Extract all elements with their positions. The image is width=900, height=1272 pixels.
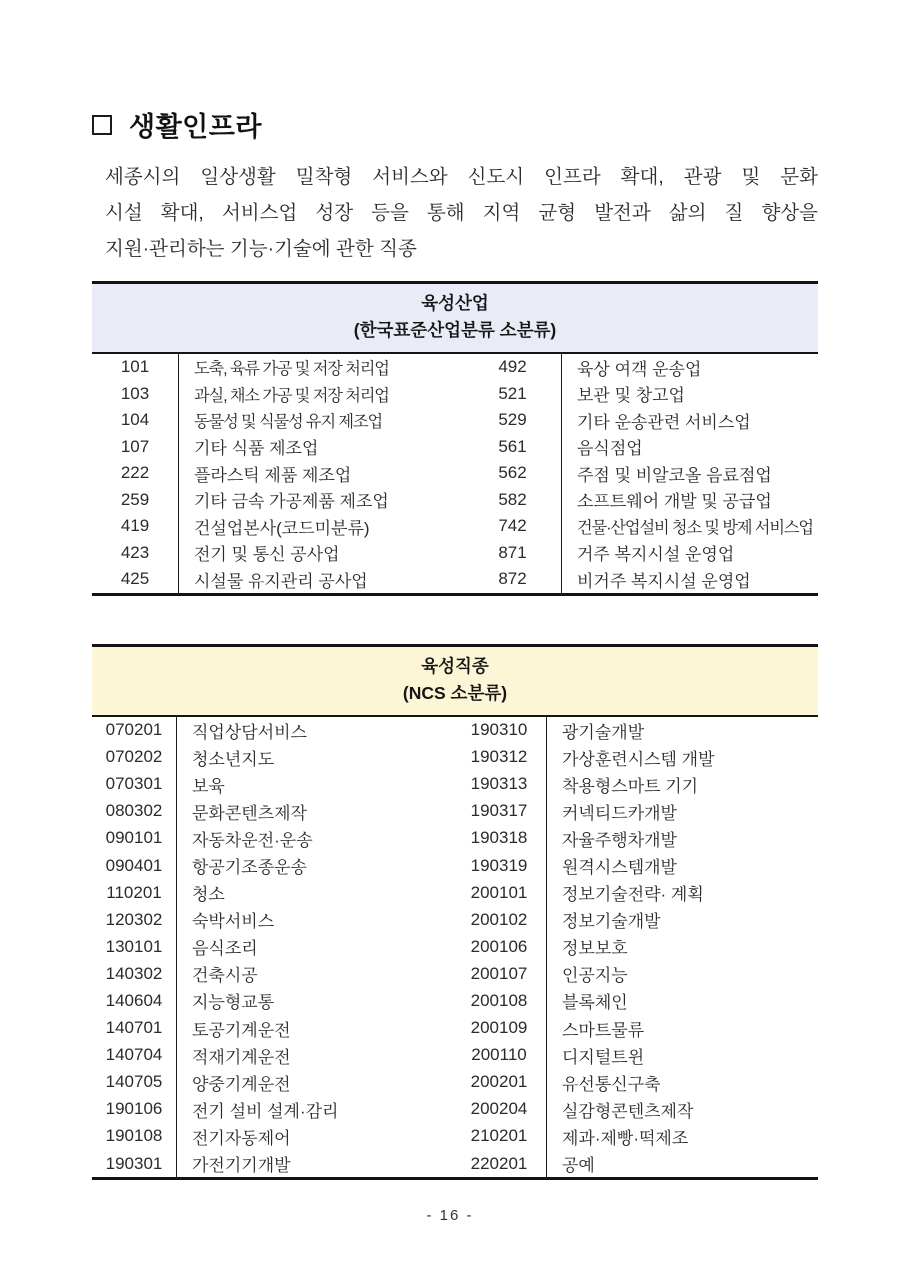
- code-cell: 200101: [452, 879, 547, 906]
- table-row: [92, 487, 818, 514]
- page-title: 생활인프라: [129, 111, 262, 142]
- code-cell: 104: [92, 407, 179, 434]
- code-cell: 521: [464, 381, 562, 408]
- name-cell: 건물·산업설비 청소 및 방제 서비스업: [577, 519, 813, 538]
- code-cell: 222: [92, 460, 179, 487]
- code-cell: 492: [464, 354, 562, 381]
- name-cell: 정보보호: [562, 939, 628, 959]
- code-cell: 742: [464, 513, 562, 540]
- code-cell: 140705: [92, 1069, 177, 1096]
- code-cell: 070201: [92, 717, 177, 744]
- code-cell: 090401: [92, 852, 177, 879]
- name-cell: 정보기술전략· 계획: [562, 885, 704, 905]
- code-cell: 210201: [452, 1123, 547, 1150]
- name-cell: 문화콘텐츠제작: [192, 803, 307, 823]
- code-cell: 190313: [452, 771, 547, 798]
- name-cell: 지능형교통: [192, 993, 275, 1013]
- intro-line: 지원·관리하는 기능·기술에 관한 직종: [105, 238, 417, 260]
- code-cell: 190106: [92, 1096, 177, 1123]
- code-cell: 110201: [92, 879, 177, 906]
- code-cell: 090101: [92, 825, 177, 852]
- code-cell: 130101: [92, 933, 177, 960]
- code-cell: 200108: [452, 987, 547, 1014]
- code-cell: 101: [92, 354, 179, 381]
- industry-table: [92, 281, 818, 596]
- name-cell: 항공기조종운송: [192, 858, 307, 878]
- name-cell: 소프트웨어 개발 및 공급업: [577, 492, 772, 512]
- table-row: [92, 717, 818, 744]
- name-cell: 스마트물류: [562, 1020, 645, 1040]
- table-row: [92, 987, 818, 1014]
- code-cell: 200107: [452, 960, 547, 987]
- code-cell: 562: [464, 460, 562, 487]
- name-cell: 실감형콘텐츠제작: [562, 1101, 694, 1121]
- code-cell: 872: [464, 566, 562, 593]
- name-cell: 가상훈련시스템 개발: [562, 749, 715, 769]
- code-cell: 529: [464, 407, 562, 434]
- code-cell: 419: [92, 513, 179, 540]
- table-row: [92, 906, 818, 933]
- table-row: [92, 1150, 818, 1177]
- name-cell: 광기술개발: [562, 722, 645, 742]
- code-cell: 200102: [452, 906, 547, 933]
- code-cell: 070202: [92, 744, 177, 771]
- name-cell: 직업상담서비스: [192, 722, 307, 742]
- name-cell: 주점 및 비알코올 음료점업: [577, 465, 772, 485]
- intro-line: 세종시의 일상생활 밀착형 서비스와 신도시 인프라 확대, 관광 및 문화: [105, 166, 818, 188]
- name-cell: 거주 복지시설 운영업: [577, 545, 735, 565]
- name-cell: 전기 및 통신 공사업: [194, 545, 340, 565]
- name-cell: 디지털트윈: [562, 1047, 645, 1067]
- intro-line: 시설 확대, 서비스업 성장 등을 통해 지역 균형 발전과 삶의 질 향상을: [105, 202, 818, 224]
- name-cell: 원격시스템개발: [562, 858, 677, 878]
- intro-paragraph: [105, 159, 818, 267]
- table-row: [92, 1015, 818, 1042]
- code-cell: 200110: [452, 1042, 547, 1069]
- name-cell: 육상 여객 운송업: [577, 359, 702, 379]
- industry-table-header: [92, 284, 818, 354]
- square-bullet-icon: [92, 115, 112, 135]
- table-row: [92, 771, 818, 798]
- name-cell: 도축, 육류 가공 및 저장 처리업: [194, 360, 389, 379]
- occupation-table-body: [92, 717, 818, 1178]
- name-cell: 착용형스마트 기기: [562, 776, 699, 796]
- occupation-table-title: 육성직종: [421, 655, 489, 676]
- name-cell: 플라스틱 제품 제조업: [194, 465, 352, 485]
- table-row: [92, 354, 818, 381]
- name-cell: 커넥티드카개발: [562, 803, 677, 823]
- code-cell: 200109: [452, 1015, 547, 1042]
- name-cell: 동물성 및 식물성 유지 제조업: [194, 413, 383, 432]
- name-cell: 전기자동제어: [192, 1128, 291, 1148]
- code-cell: 190108: [92, 1123, 177, 1150]
- name-cell: 양중기계운전: [192, 1074, 291, 1094]
- table-row: [92, 566, 818, 593]
- occupation-table-header: [92, 647, 818, 717]
- name-cell: 청소: [192, 885, 225, 905]
- name-cell: 공예: [562, 1156, 595, 1176]
- code-cell: 200201: [452, 1069, 547, 1096]
- table-row: [92, 879, 818, 906]
- code-cell: 259: [92, 487, 179, 514]
- name-cell: 과실, 채소 가공 및 저장 처리업: [194, 386, 389, 405]
- table-row: [92, 540, 818, 567]
- table-row: [92, 960, 818, 987]
- page-number: - 16 -: [426, 1207, 474, 1224]
- table-row: [92, 933, 818, 960]
- code-cell: 190319: [452, 852, 547, 879]
- code-cell: 140604: [92, 987, 177, 1014]
- name-cell: 전기 설비 설계·감리: [192, 1101, 339, 1121]
- name-cell: 시설물 유지관리 공사업: [194, 571, 368, 591]
- name-cell: 기타 금속 가공제품 제조업: [194, 492, 389, 512]
- name-cell: 음식조리: [192, 939, 258, 959]
- name-cell: 자율주행차개발: [562, 830, 677, 850]
- name-cell: 토공기계운전: [192, 1020, 291, 1040]
- code-cell: 200204: [452, 1096, 547, 1123]
- name-cell: 보관 및 창고업: [577, 386, 685, 406]
- code-cell: 140704: [92, 1042, 177, 1069]
- industry-table-title: 육성산업: [421, 293, 489, 313]
- table-row: [92, 1069, 818, 1096]
- table-row: [92, 513, 818, 540]
- name-cell: 인공지능: [562, 966, 628, 986]
- code-cell: 582: [464, 487, 562, 514]
- name-cell: 자동차운전·운송: [192, 830, 313, 850]
- code-cell: 140701: [92, 1015, 177, 1042]
- name-cell: 적재기계운전: [192, 1047, 291, 1067]
- table-row: [92, 798, 818, 825]
- occupation-table-subtitle: (NCS 소분류): [402, 682, 508, 703]
- industry-table-body: [92, 354, 818, 593]
- code-cell: 190301: [92, 1150, 177, 1177]
- name-cell: 유선통신구축: [562, 1074, 661, 1094]
- table-row: [92, 825, 818, 852]
- code-cell: 871: [464, 540, 562, 567]
- table-row: [92, 1096, 818, 1123]
- industry-table-subtitle: (한국표준산업분류 소분류): [353, 320, 557, 340]
- table-row: [92, 1123, 818, 1150]
- code-cell: 423: [92, 540, 179, 567]
- code-cell: 070301: [92, 771, 177, 798]
- code-cell: 107: [92, 434, 179, 461]
- table-row: [92, 744, 818, 771]
- code-cell: 140302: [92, 960, 177, 987]
- table-row: [92, 852, 818, 879]
- table-row: [92, 381, 818, 408]
- code-cell: 190317: [452, 798, 547, 825]
- name-cell: 정보기술개발: [562, 912, 661, 932]
- code-cell: 425: [92, 566, 179, 593]
- name-cell: 기타 식품 제조업: [194, 439, 319, 459]
- code-cell: 080302: [92, 798, 177, 825]
- code-cell: 120302: [92, 906, 177, 933]
- code-cell: 190312: [452, 744, 547, 771]
- name-cell: 가전기기개발: [192, 1156, 291, 1176]
- name-cell: 숙박서비스: [192, 912, 275, 932]
- code-cell: 200106: [452, 933, 547, 960]
- name-cell: 보육: [192, 776, 225, 796]
- name-cell: 건설업본사(코드미분류): [194, 518, 370, 538]
- table-row: [92, 434, 818, 461]
- table-row: [92, 460, 818, 487]
- name-cell: 음식점업: [577, 439, 643, 459]
- name-cell: 청소년지도: [192, 749, 275, 769]
- table-row: [92, 407, 818, 434]
- name-cell: 기타 운송관련 서비스업: [577, 412, 751, 432]
- name-cell: 비거주 복지시설 운영업: [577, 571, 751, 591]
- table-row: [92, 1042, 818, 1069]
- code-cell: 220201: [452, 1150, 547, 1177]
- section-title-row: [92, 106, 818, 142]
- code-cell: 190310: [452, 717, 547, 744]
- code-cell: 561: [464, 434, 562, 461]
- name-cell: 제과·제빵·떡제조: [562, 1128, 689, 1148]
- name-cell: 건축시공: [192, 966, 258, 986]
- code-cell: 103: [92, 381, 179, 408]
- name-cell: 블록체인: [562, 993, 628, 1013]
- code-cell: 190318: [452, 825, 547, 852]
- occupation-table: [92, 644, 818, 1181]
